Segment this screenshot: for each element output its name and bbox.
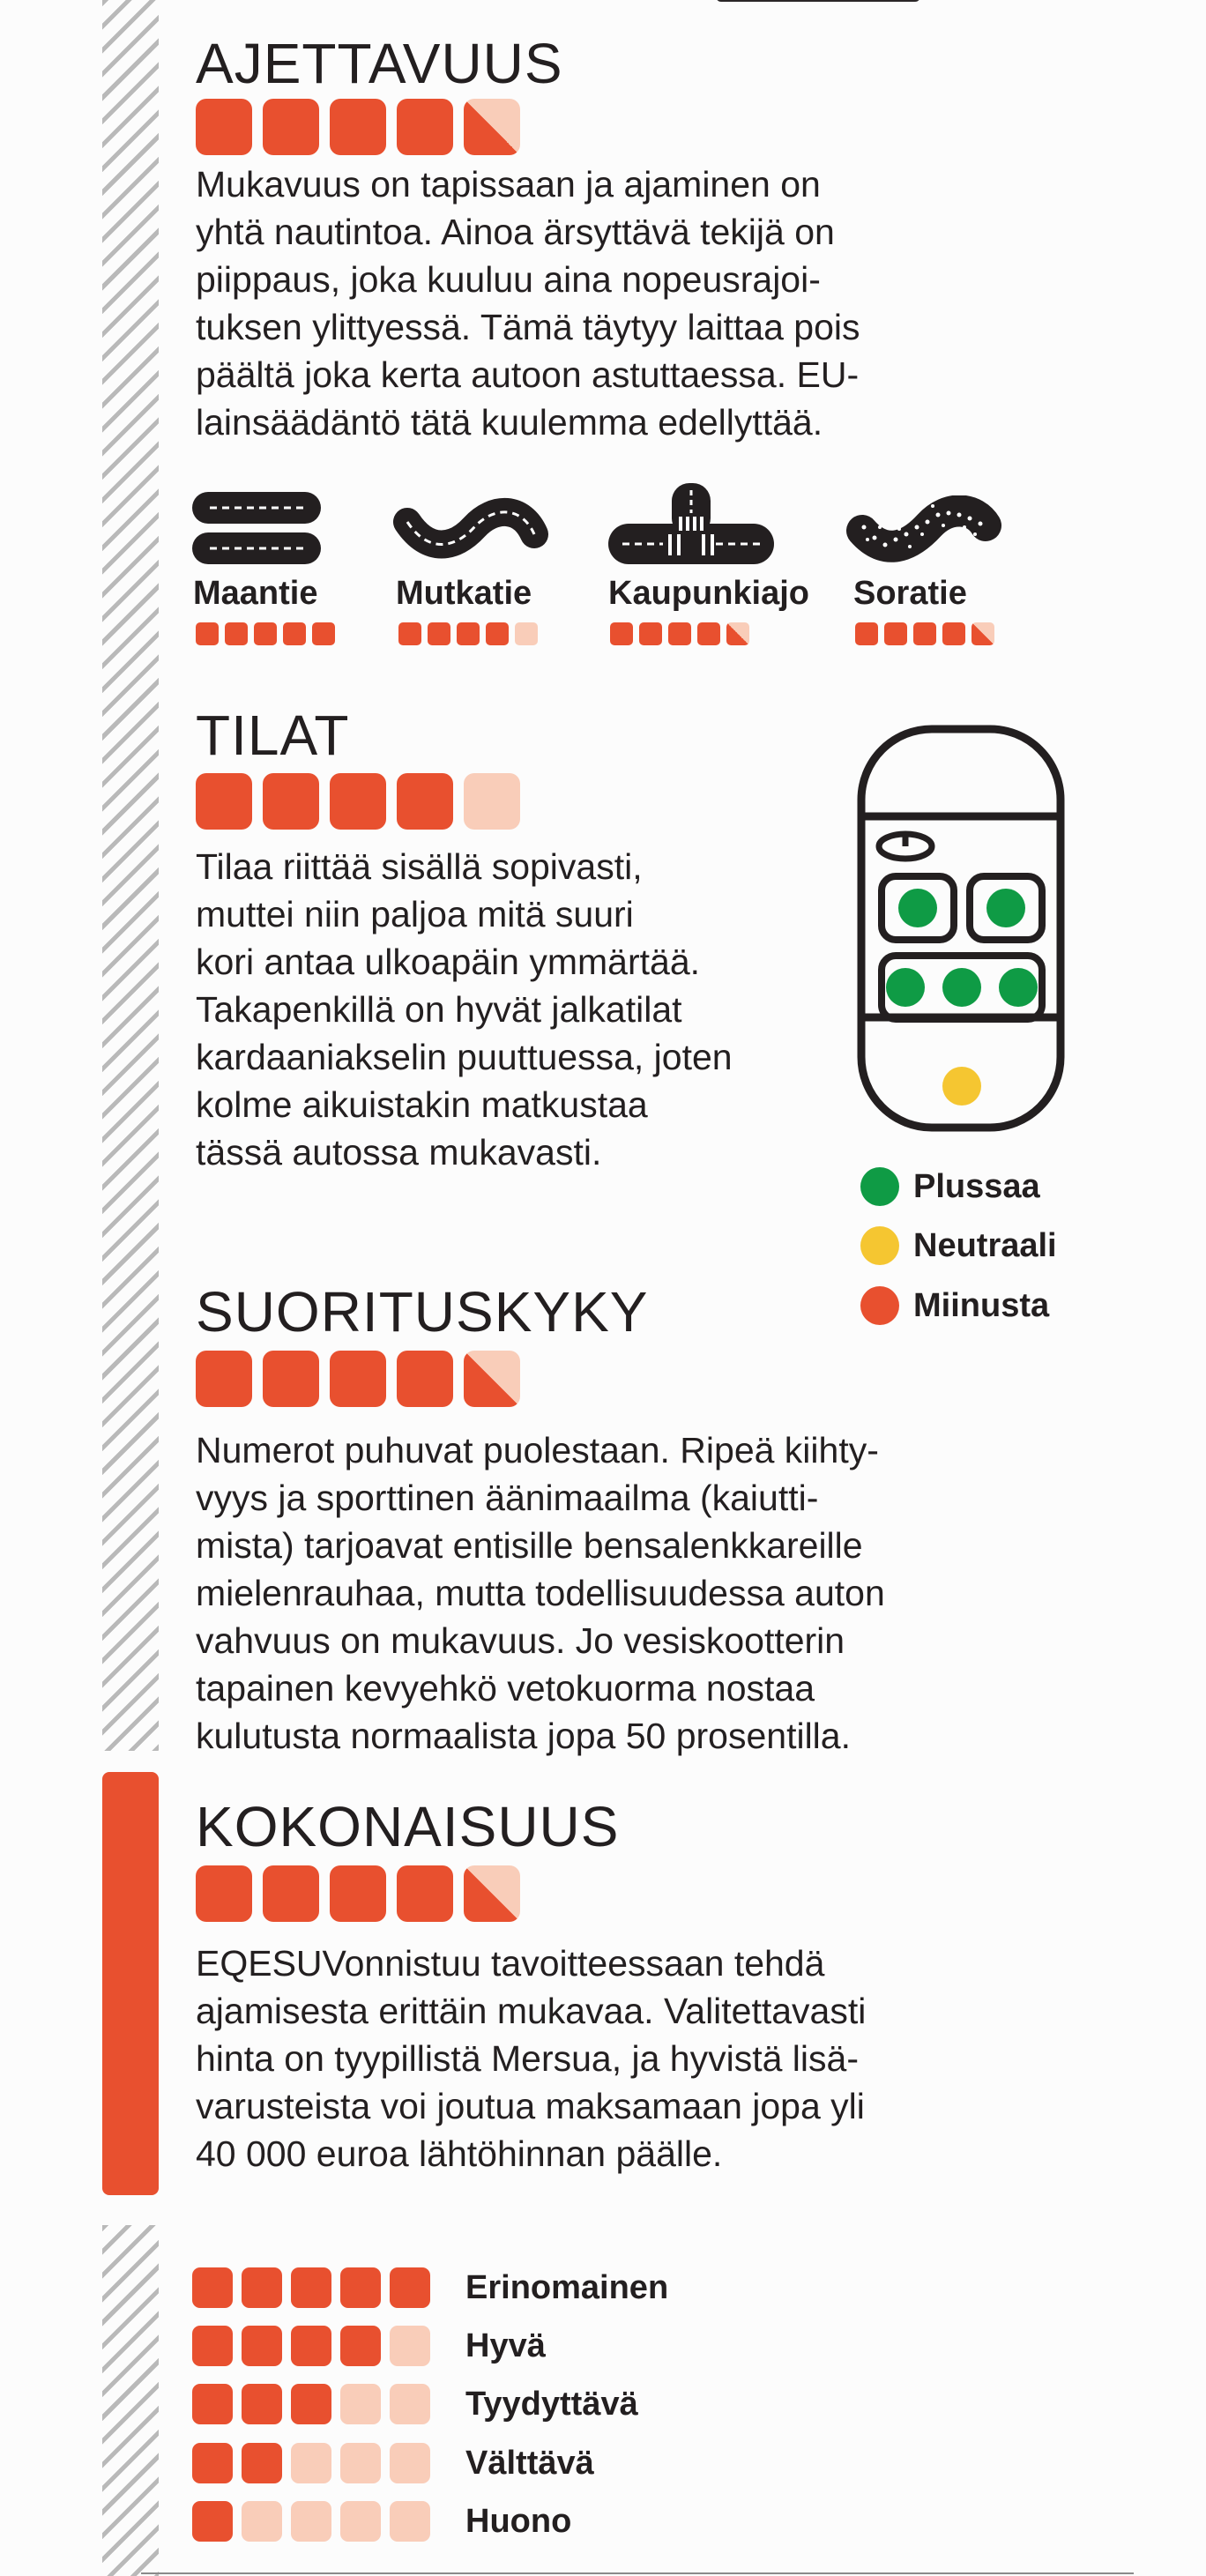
yellow-dot-icon	[860, 1226, 899, 1265]
section-title-tilat: TILAT	[196, 704, 350, 767]
rating-square-full	[242, 2326, 282, 2366]
rating-square-empty	[291, 2501, 331, 2542]
rating-square-full	[192, 2501, 233, 2542]
gravel-road-icon	[846, 495, 1001, 566]
highlight-bar	[102, 1772, 159, 2195]
rating-square-empty	[242, 2501, 282, 2542]
rating-square-full	[913, 622, 936, 645]
rating-ajettavuus	[196, 99, 531, 155]
rating-square-full	[428, 622, 450, 645]
red-dot-icon	[860, 1286, 899, 1325]
rating-kokonaisuus	[196, 1865, 531, 1922]
rating-square-full	[225, 622, 248, 645]
rating-square-full	[263, 99, 319, 155]
rating-kaupunkiajo	[610, 622, 756, 645]
section-text-kokonaisuus: EQESUVonnistuu tavoitteessaan tehdä ajamisesta erittäin mukavaa. Valitettavasti hinta on tyypillistä Mersua, ja hyvistä lisä- varusteista voi joutua maksamaan jopa yli 40 000 euroa lähtöhinnan päälle.	[196, 1943, 867, 2174]
rating-square-full	[242, 2267, 282, 2308]
winding-road-icon	[393, 495, 548, 566]
rating-square-full	[330, 1351, 386, 1407]
section-text-suorituskyky: Numerot puhuvat puolestaan. Ripeä kiihty- vyys ja sporttinen äänimaailma (kaiutti- mista) tarjoavat entisille bensalenkkareille mielenrauhaa, mutta todellisuudessa auton vahvuus on mukavuus. Jo vesiskootterin tapainen kevyehkö vetokuorma nostaa kulutusta normaalista jopa 50 prosentilla.	[196, 1430, 885, 1756]
rating-square-half	[464, 1865, 520, 1922]
section-title-ajettavuus: AJETTAVUUS	[196, 32, 563, 95]
rating-square-full	[398, 622, 421, 645]
top-divider-pill	[716, 0, 920, 2]
rating-mutkatie	[398, 622, 544, 645]
rating-square-full	[340, 2326, 381, 2366]
rating-square-full	[397, 99, 453, 155]
rating-square-full	[697, 622, 720, 645]
rating-square-full	[263, 773, 319, 830]
rating-legend-erinomainen	[192, 2267, 439, 2308]
road-label-maantie: Maantie	[193, 575, 318, 612]
rating-square-full	[196, 1865, 252, 1922]
rating-square-full	[397, 773, 453, 830]
rating-square-full	[312, 622, 335, 645]
rating-square-full	[196, 99, 252, 155]
rating-square-full	[196, 622, 219, 645]
rating-square-full	[291, 2384, 331, 2424]
rating-square-full	[192, 2267, 233, 2308]
rating-square-empty	[390, 2384, 430, 2424]
rating-square-full	[486, 622, 509, 645]
bottom-divider	[141, 2572, 1134, 2574]
rating-suorituskyky	[196, 1351, 531, 1407]
highway-icon	[190, 490, 323, 570]
rating-square-empty	[515, 622, 538, 645]
rating-legend-tyydyttava	[192, 2384, 439, 2424]
rating-square-full	[242, 2443, 282, 2483]
section-title-kokonaisuus: KOKONAISUUS	[196, 1795, 620, 1858]
section-title-suorituskyky: SUORITUSKYKY	[196, 1280, 649, 1344]
road-label-mutkatie: Mutkatie	[396, 575, 532, 612]
rating-square-full	[291, 2326, 331, 2366]
rating-square-full	[855, 622, 878, 645]
section-text-ajettavuus: Mukavuus on tapissaan ja ajaminen on yhtä nautintoa. Ainoa ärsyttävä tekijä on piippaus, joka kuuluu aina nopeusrajoi- tuksen ylittyessä. Tämä täytyy laittaa pois päältä joka kerta autoon astuttaessa. EU- lainsäädäntö tätä kuulemma edellyttää.	[196, 164, 860, 443]
rating-square-full	[340, 2267, 381, 2308]
rating-square-full	[242, 2384, 282, 2424]
rating-square-empty	[390, 2501, 430, 2542]
decorative-stripe-bottom	[102, 2225, 159, 2576]
rating-square-full	[196, 1351, 252, 1407]
rating-square-empty	[340, 2443, 381, 2483]
rating-square-full	[196, 773, 252, 830]
rating-legend-valttava	[192, 2443, 439, 2483]
decorative-stripe-top	[102, 0, 159, 1751]
rating-legend-huono	[192, 2501, 439, 2542]
rating-square-full	[263, 1351, 319, 1407]
rating-square-half	[726, 622, 749, 645]
rating-square-full	[884, 622, 907, 645]
rating-soratie	[855, 622, 1001, 645]
rating-square-full	[942, 622, 965, 645]
rating-square-half	[464, 1351, 520, 1407]
rating-legend-hyva	[192, 2326, 439, 2366]
city-road-icon	[607, 481, 776, 570]
rating-square-empty	[464, 773, 520, 830]
rating-square-full	[610, 622, 633, 645]
seat-legend-miinusta: Miinusta	[860, 1286, 1049, 1325]
rating-legend-label-erinomainen: Erinomainen	[465, 2269, 669, 2306]
rating-square-full	[397, 1351, 453, 1407]
rating-square-full	[291, 2267, 331, 2308]
rating-legend-label-hyva: Hyvä	[465, 2327, 546, 2364]
rating-square-empty	[340, 2501, 381, 2542]
rating-square-full	[330, 1865, 386, 1922]
rating-tilat	[196, 773, 531, 830]
rating-square-full	[263, 1865, 319, 1922]
rating-square-full	[192, 2443, 233, 2483]
seat-legend-neutraali: Neutraali	[860, 1226, 1057, 1265]
road-label-kaupunkiajo: Kaupunkiajo	[608, 575, 810, 612]
section-text-tilat: Tilaa riittää sisällä sopivasti, muttei niin paljoa mitä suuri kori antaa ulkoapäin ymmärtää. Takapenkillä on hyvät jalkatilat kardaaniakselin puuttuessa, joten kolme aikuistakin matkustaa tässä autossa mukavasti.	[196, 846, 733, 1173]
rating-square-empty	[390, 2443, 430, 2483]
rating-square-empty	[340, 2384, 381, 2424]
rating-square-full	[668, 622, 691, 645]
seat-legend-plussaa: Plussaa	[860, 1167, 1040, 1206]
rating-legend-label-valttava: Välttävä	[465, 2445, 594, 2482]
rating-legend-label-huono: Huono	[465, 2503, 572, 2540]
green-dot-icon	[860, 1167, 899, 1206]
rating-square-full	[254, 622, 277, 645]
rating-square-full	[192, 2384, 233, 2424]
rating-square-empty	[390, 2326, 430, 2366]
rating-square-full	[192, 2326, 233, 2366]
rating-maantie	[196, 622, 341, 645]
rating-legend-label-tyydyttava: Tyydyttävä	[465, 2386, 638, 2423]
rating-square-full	[397, 1865, 453, 1922]
rating-square-half	[972, 622, 994, 645]
rating-square-full	[639, 622, 662, 645]
rating-square-full	[330, 773, 386, 830]
rating-square-full	[390, 2267, 430, 2308]
road-label-soratie: Soratie	[853, 575, 967, 612]
rating-square-empty	[291, 2443, 331, 2483]
rating-square-full	[283, 622, 306, 645]
rating-square-full	[330, 99, 386, 155]
rating-square-full	[457, 622, 480, 645]
rating-square-half	[464, 99, 520, 155]
car-seating-diagram	[857, 725, 1065, 1132]
